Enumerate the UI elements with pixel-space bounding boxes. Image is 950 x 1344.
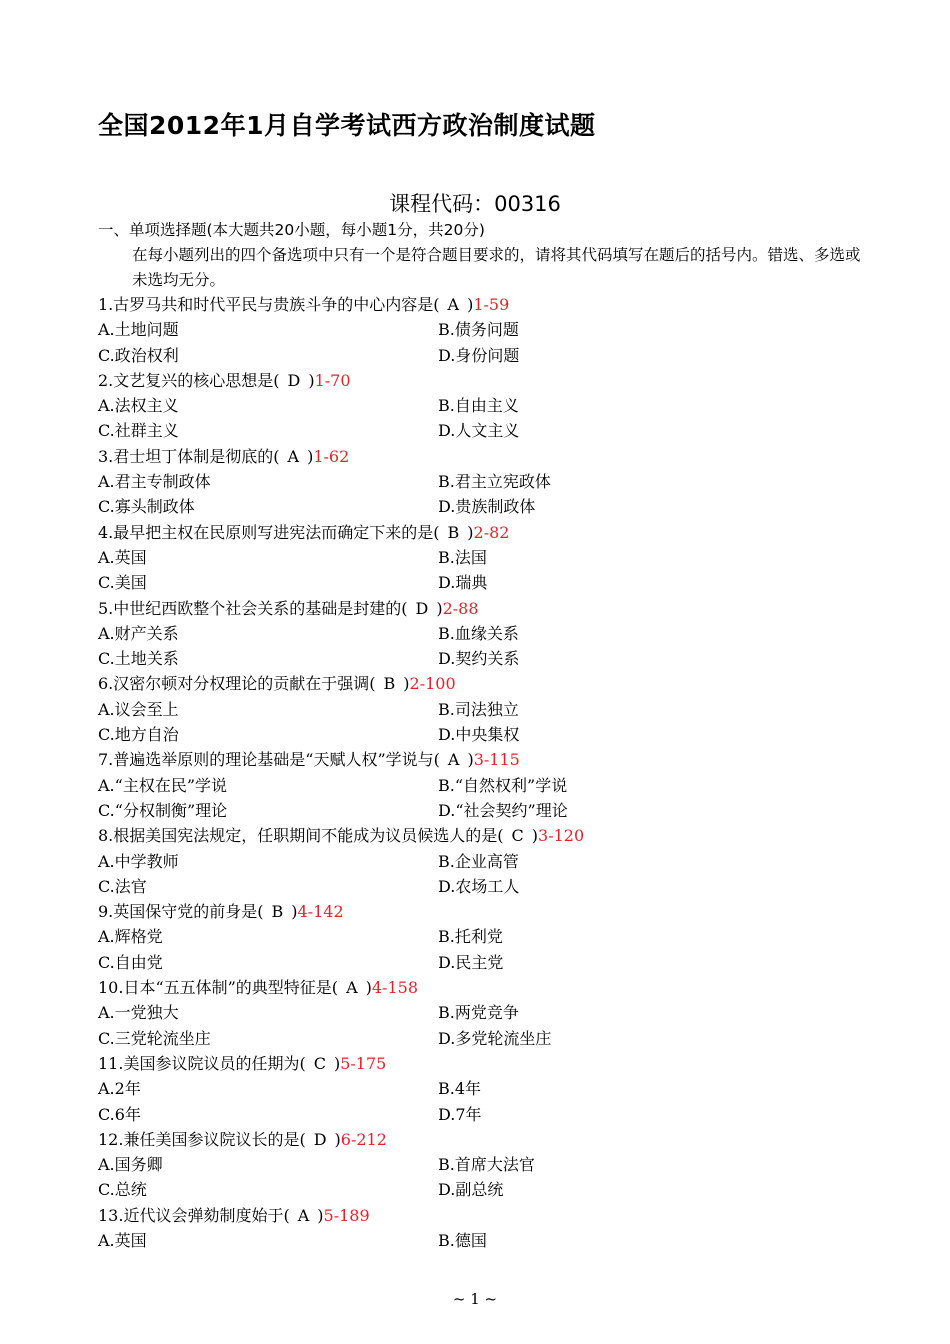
question-answer: D xyxy=(415,598,429,618)
question-answer: B xyxy=(271,902,284,922)
option-row xyxy=(98,494,878,519)
option-row xyxy=(98,874,878,899)
option: A.“主权在民”学说 xyxy=(98,775,228,795)
option: C.三党轮流坐庄 xyxy=(98,1028,211,1048)
option-row xyxy=(98,1152,878,1177)
question-text: 6.汉密尔顿对分权理论的贡献在于强调( xyxy=(98,674,376,694)
question-page-ref: 3-115 xyxy=(473,750,520,770)
option: D.瑞典 xyxy=(438,573,488,593)
option: C.社群主义 xyxy=(98,421,179,441)
option: A.一党独大 xyxy=(98,1003,179,1023)
option-row xyxy=(98,646,878,671)
option-row xyxy=(98,621,878,646)
section-instructions: 在每小题列出的四个备选项中只有一个是符合题目要求的，请将其代码填写在题后的括号内。错选、多选或未选均无分。 xyxy=(132,246,861,289)
option-row xyxy=(98,1228,878,1253)
question-answer: B xyxy=(383,674,396,694)
question-page-ref: 1-59 xyxy=(473,295,510,314)
option: D.7年 xyxy=(438,1104,482,1124)
option: A.土地问题 xyxy=(98,320,179,340)
option: C.总统 xyxy=(98,1180,147,1200)
option-row xyxy=(98,697,878,722)
option: C.美国 xyxy=(98,573,147,593)
option-row xyxy=(98,773,878,798)
question-text: 1.古罗马共和时代平民与贵族斗争的中心内容是( xyxy=(98,295,440,314)
option: B.债务问题 xyxy=(438,320,519,340)
question-stem xyxy=(98,975,878,1000)
question-answer: A xyxy=(447,295,460,314)
question-stem xyxy=(98,368,878,393)
section-heading: 一、单项选择题(本大题共20小题，每小题1分，共20分) xyxy=(98,221,485,239)
question-page-ref: 2-88 xyxy=(442,598,479,618)
option: A.议会至上 xyxy=(98,699,179,719)
option-row xyxy=(98,1076,878,1101)
option-row xyxy=(98,317,878,342)
option: B.两党竞争 xyxy=(438,1003,519,1023)
option: D.民主党 xyxy=(438,952,504,972)
option-row xyxy=(98,950,878,975)
question-close-paren: ) xyxy=(333,1053,341,1073)
option: A.英国 xyxy=(98,1230,147,1250)
option-row xyxy=(98,343,878,368)
question-close-paren: ) xyxy=(531,826,539,846)
question-close-paren: ) xyxy=(403,674,410,694)
option-row xyxy=(98,418,878,443)
option: A.2年 xyxy=(98,1079,141,1099)
option: D.贵族制政体 xyxy=(438,497,536,517)
option: A.国务卿 xyxy=(98,1155,163,1175)
question-stem xyxy=(98,520,878,545)
option: B.德国 xyxy=(438,1230,487,1250)
question-stem xyxy=(98,444,878,469)
question-close-paren: ) xyxy=(334,1129,341,1149)
question-answer: A xyxy=(346,978,358,998)
option: D.副总统 xyxy=(438,1180,504,1200)
question-page-ref: 2-100 xyxy=(409,674,456,694)
option-row xyxy=(98,393,878,418)
option-row xyxy=(98,849,878,874)
option-row xyxy=(98,1000,878,1025)
option: D.中央集权 xyxy=(438,725,520,745)
question-answer: B xyxy=(447,522,460,542)
option: C.自由党 xyxy=(98,952,163,972)
question-page-ref: 1-70 xyxy=(314,370,351,390)
question-close-paren: ) xyxy=(436,598,443,618)
question-text: 12.兼任美国参议院议长的是( xyxy=(98,1129,306,1149)
option-row xyxy=(98,469,878,494)
option: D.“社会契约”理论 xyxy=(438,800,568,820)
option: C.地方自治 xyxy=(98,725,179,745)
question-text: 5.中世纪西欧整个社会关系的基础是封建的( xyxy=(98,598,408,618)
option-row xyxy=(98,722,878,747)
option-row xyxy=(98,570,878,595)
question-page-ref: 4-142 xyxy=(297,902,344,922)
question-list xyxy=(98,292,878,1253)
question-stem xyxy=(98,1127,878,1152)
option: B.法国 xyxy=(438,547,487,567)
question-answer: A xyxy=(297,1205,310,1225)
option: B.司法独立 xyxy=(438,699,519,719)
question-text: 7.普遍选举原则的理论基础是“天赋人权”学说与( xyxy=(98,750,440,770)
question-close-paren: ) xyxy=(467,522,474,542)
option-row xyxy=(98,545,878,570)
option: A.辉格党 xyxy=(98,927,163,947)
question-page-ref: 2-82 xyxy=(473,522,510,542)
option: C.土地关系 xyxy=(98,649,179,669)
option-row xyxy=(98,1177,878,1202)
option: D.农场工人 xyxy=(438,876,520,896)
question-answer: A xyxy=(447,750,460,770)
option: A.英国 xyxy=(98,547,147,567)
question-text: 4.最早把主权在民原则写进宪法而确定下来的是( xyxy=(98,522,440,542)
question-page-ref: 5-189 xyxy=(323,1205,370,1225)
question-close-paren: ) xyxy=(308,370,315,390)
option: D.身份问题 xyxy=(438,345,520,365)
option: C.“分权制衡”理论 xyxy=(98,800,228,820)
question-page-ref: 6-212 xyxy=(340,1129,387,1149)
question-text: 3.君士坦丁体制是彻底的( xyxy=(98,446,280,466)
question-stem xyxy=(98,823,878,848)
question-page-ref: 4-158 xyxy=(371,978,418,998)
question-close-paren: ) xyxy=(291,902,298,922)
question-text: 11.美国参议院议员的任期为( xyxy=(98,1053,306,1073)
question-stem xyxy=(98,292,878,317)
question-answer: D xyxy=(313,1129,327,1149)
question-text: 10.日本“五五体制”的典型特征是( xyxy=(98,978,339,998)
course-code: 课程代码：00316 xyxy=(389,192,561,216)
question-stem xyxy=(98,596,878,621)
question-page-ref: 5-175 xyxy=(340,1053,387,1073)
option: B.托利党 xyxy=(438,927,503,947)
option: A.中学教师 xyxy=(98,851,179,871)
option: D.人文主义 xyxy=(438,421,520,441)
question-stem xyxy=(98,747,878,772)
option: A.财产关系 xyxy=(98,623,179,643)
page-number: ~ 1 ~ xyxy=(452,1290,498,1308)
question-close-paren: ) xyxy=(317,1205,324,1225)
option: B.自由主义 xyxy=(438,396,519,416)
question-stem xyxy=(98,1051,878,1076)
question-close-paren: ) xyxy=(467,295,474,314)
question-stem xyxy=(98,1203,878,1228)
question-text: 13.近代议会弹劾制度始于( xyxy=(98,1205,290,1225)
question-text: 2.文艺复兴的核心思想是( xyxy=(98,370,280,390)
option: D.多党轮流坐庄 xyxy=(438,1028,552,1048)
option: A.法权主义 xyxy=(98,396,179,416)
option: B.4年 xyxy=(438,1079,482,1099)
option: C.政治权利 xyxy=(98,345,179,365)
option: B.“自然权利”学说 xyxy=(438,775,568,795)
option: B.血缘关系 xyxy=(438,623,519,643)
question-text: 8.根据美国宪法规定，任职期间不能成为议员候选人的是( xyxy=(98,826,504,846)
question-close-paren: ) xyxy=(307,446,314,466)
option-row xyxy=(98,924,878,949)
question-stem xyxy=(98,671,878,696)
option: B.企业高管 xyxy=(438,851,519,871)
option: B.首席大法官 xyxy=(438,1155,535,1175)
option: C.6年 xyxy=(98,1104,141,1124)
question-close-paren: ) xyxy=(365,978,372,998)
question-answer: D xyxy=(287,370,301,390)
option: B.君主立宪政体 xyxy=(438,472,551,492)
question-answer: A xyxy=(287,446,300,466)
question-page-ref: 3-120 xyxy=(538,826,585,846)
question-answer: C xyxy=(313,1053,326,1073)
option: C.法官 xyxy=(98,876,147,896)
question-close-paren: ) xyxy=(467,750,474,770)
question-stem xyxy=(98,899,878,924)
question-page-ref: 1-62 xyxy=(313,446,350,466)
exam-title: 全国2012年1月自学考试西方政治制度试题 xyxy=(98,111,596,140)
option-row xyxy=(98,1026,878,1051)
option: A.君主专制政体 xyxy=(98,472,211,492)
option: D.契约关系 xyxy=(438,649,520,669)
option-row xyxy=(98,1102,878,1127)
question-answer: C xyxy=(511,826,524,846)
option-row xyxy=(98,798,878,823)
question-text: 9.英国保守党的前身是( xyxy=(98,902,264,922)
option: C.寡头制政体 xyxy=(98,497,195,517)
